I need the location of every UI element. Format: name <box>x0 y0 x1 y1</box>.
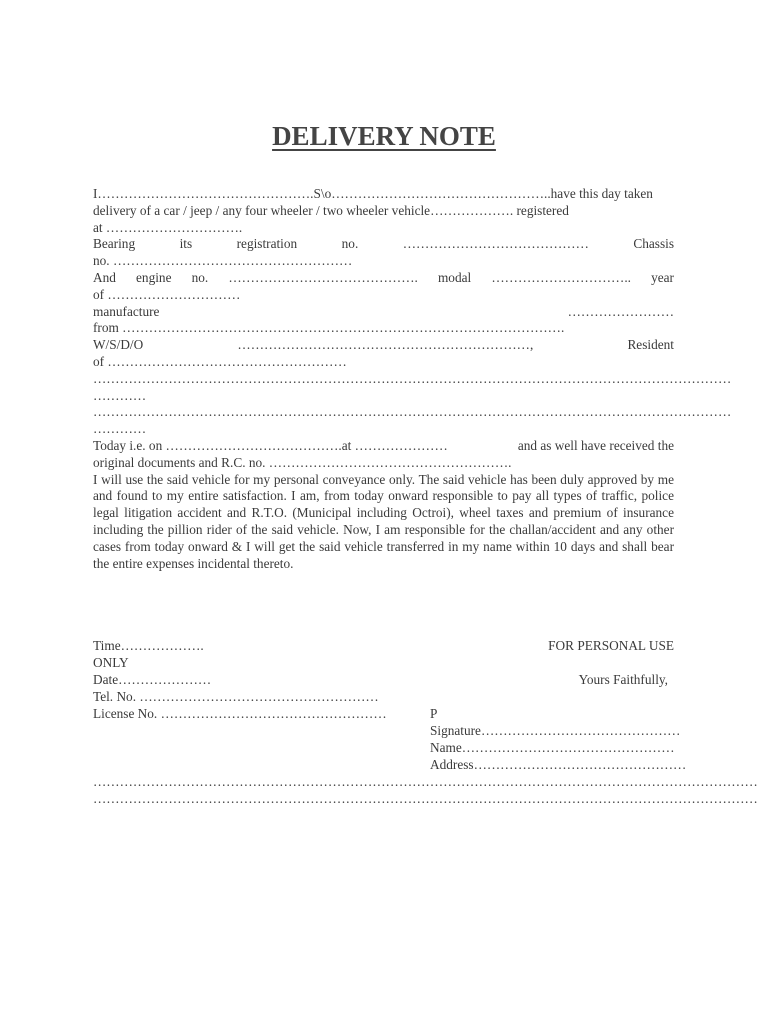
form-line: I………………………………………….S\o…………………………………………..have this day taken <box>93 186 653 201</box>
tel-row <box>93 688 674 705</box>
dotted-line: …………………………………………………………………………………………………………………………………… <box>93 791 758 806</box>
manufacture-line: manufacture …………………… <box>93 303 674 319</box>
engine-line: And engine no. ……………………………………. modal ………………………….. year <box>93 269 674 285</box>
yours-faithfully: Yours Faithfully, <box>578 672 668 687</box>
license-row <box>93 705 674 722</box>
license-field: License No. …………………………………………… <box>93 706 387 721</box>
personal-use-label: FOR PERSONAL USE <box>548 638 674 653</box>
form-body <box>93 186 732 572</box>
dotted-line: …………………………………………………………………………………………………………………………………… <box>93 774 758 789</box>
tel-field: Tel. No. ……………………………………………… <box>93 689 379 704</box>
date-row <box>93 671 674 688</box>
signature-block <box>93 637 758 807</box>
time-field: Time………………. <box>93 638 204 653</box>
today-line: Today i.e. on ………………………………….at ………………… and as well have received the <box>93 437 674 453</box>
signature-field: Signature……………………………………… <box>430 723 681 738</box>
form-line: at …………………………. <box>93 219 243 235</box>
wsdo-line: W/S/D/O …………………………………………………………, Resident <box>93 337 674 353</box>
dotted-line: ……………………………………………………………………………………………………………………………… <box>93 370 732 386</box>
form-line: no. ……………………………………………… <box>93 253 353 269</box>
form-line: of ……………………………………………… <box>93 353 347 369</box>
date-field: Date………………… <box>93 672 212 687</box>
dotted-line: ………… <box>93 387 147 403</box>
name-row <box>93 739 674 756</box>
form-line: delivery of a car / jeep / any four wheeler / two wheeler vehicle………………. registered <box>93 202 569 218</box>
dotted-line: ………… <box>93 421 147 437</box>
address-field: Address………………………………………… <box>430 757 687 772</box>
page-title: DELIVERY NOTE <box>272 121 496 151</box>
registration-line: Bearing its registration no. …………………………………… Chassis <box>93 236 674 252</box>
form-line: original documents and R.C. no. ………………………………………………. <box>93 454 512 470</box>
time-row <box>93 637 674 654</box>
address-row <box>93 756 687 773</box>
form-line: from ………………………………………………………………………………………. <box>93 320 565 336</box>
form-line: of ………………………… <box>93 286 241 302</box>
dotted-line: ……………………………………………………………………………………………………………………………… <box>93 404 732 420</box>
p-label: P <box>430 706 438 721</box>
only-row: ONLY <box>93 655 129 670</box>
name-field: Name………………………………………… <box>430 740 675 755</box>
signature-row <box>93 722 681 739</box>
declaration-paragraph: I will use the said vehicle for my personal conveyance only. The said vehicle has been duly approved by me and found to my entire satisfaction. I am, from today onward responsible to pay all types of traffic, police legal litigation accident and R.T.O. (Municipal including Octroi), wheel taxes and premium of insurance including the pillion rider of the said vehicle. Now, I am responsible for the challan/accident and any other cases from today onward & I will get the said vehicle transferred in my name within 10 days and shall bear the entire expenses incidental thereto. <box>93 471 674 571</box>
